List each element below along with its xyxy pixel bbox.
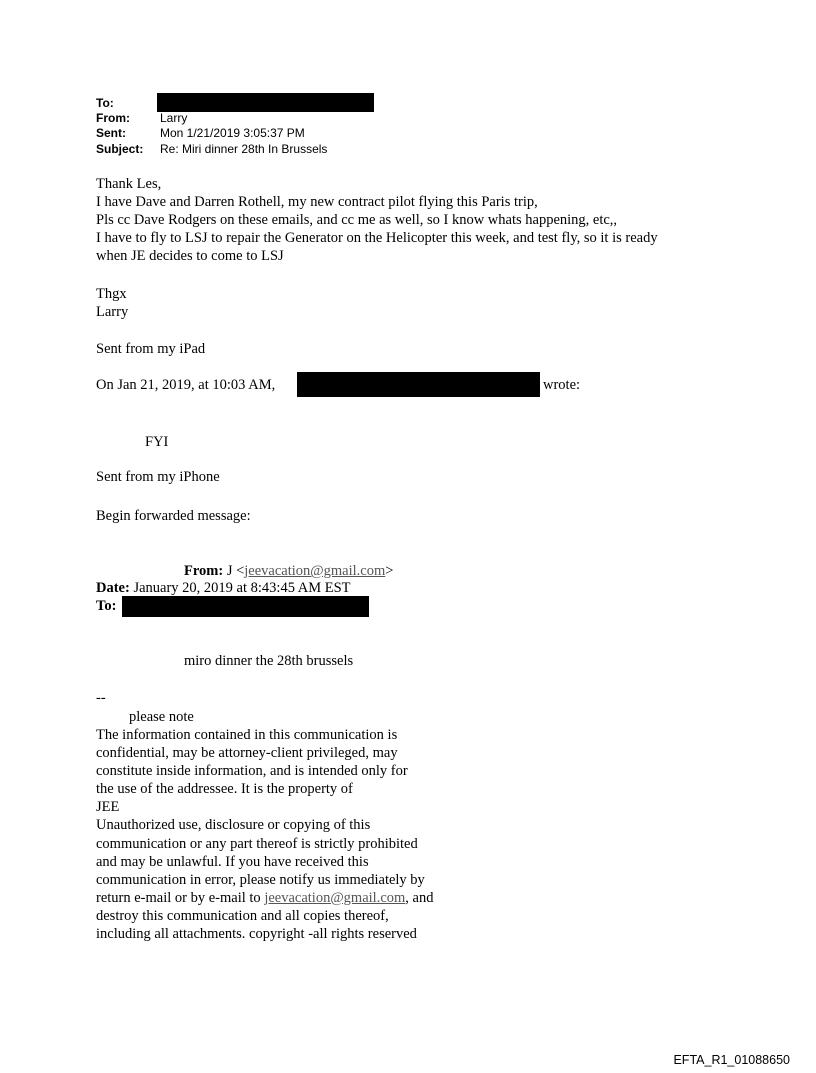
subject-label: Subject: [96, 142, 144, 156]
document-id: EFTA_R1_01088650 [673, 1053, 790, 1067]
forward-from-label: From: [184, 563, 224, 579]
disclaimer-line: the use of the addressee. It is the property of [96, 781, 353, 798]
forward-from-name: J < [226, 563, 245, 579]
signature-text: Larry [96, 304, 129, 320]
forward-date-value: January 20, 2019 at 8:43:45 AM EST [133, 580, 351, 596]
body-line: I have Dave and Darren Rothell, my new contract pilot flying this Paris trip, [96, 194, 538, 210]
sent-label: Sent: [96, 126, 126, 140]
sent-from-iphone: Sent from my iPhone [96, 469, 220, 485]
fyi-text: FYI [145, 434, 169, 450]
disclaimer-line: communication or any part thereof is strictly prohibited [96, 835, 418, 852]
redaction-bar-sender [297, 372, 540, 397]
disclaimer-line: destroy this communication and all copies thereof, [96, 907, 389, 924]
from-label: From: [96, 111, 130, 125]
from-value: Larry [160, 111, 188, 125]
redaction-bar-to [157, 93, 374, 112]
forward-from-close: > [385, 563, 394, 579]
forward-from-row [184, 562, 393, 580]
forward-to-row [96, 597, 116, 615]
body-line: Pls cc Dave Rodgers on these emails, and cc me as well, so I know whats happening, etc,, [96, 212, 618, 228]
body-line: when JE decides to come to LSJ [96, 248, 284, 264]
signature-dashes: -- [96, 690, 106, 706]
return-prefix: return e-mail or by e-mail to [96, 889, 265, 906]
forward-message: miro dinner the 28th brussels [184, 653, 354, 669]
disclaimer-email-link[interactable]: jeevacation@gmail.com [264, 889, 406, 906]
disclaimer-line: and may be unlawful. If you have received this [96, 853, 369, 870]
forward-to-label: To: [96, 598, 117, 614]
forward-date-label: Date: [96, 580, 130, 596]
header-sent-row [96, 127, 126, 140]
disclaimer-return-line [96, 889, 433, 907]
forward-date-row [96, 579, 351, 597]
disclaimer-line: confidential, may be attorney-client privileged, may [96, 745, 398, 762]
disclaimer-text [96, 726, 433, 943]
return-suffix: , and [405, 889, 434, 906]
thanks-text: Thgx [96, 286, 127, 302]
quote-prefix: On Jan 21, 2019, at 10:03 AM, [96, 377, 276, 393]
disclaimer-line: Unauthorized use, disclosure or copying of this [96, 817, 371, 834]
begin-forwarded: Begin forwarded message: [96, 508, 251, 524]
disclaimer-line: communication in error, please notify us immediately by [96, 871, 425, 888]
body-line: I have to fly to LSJ to repair the Generator on the Helicopter this week, and test fly, so it is ready [96, 230, 658, 246]
body-line: Thank Les, [96, 176, 162, 192]
redaction-bar-forward-to [122, 596, 369, 617]
header-from-row [96, 112, 130, 125]
quote-suffix: wrote: [543, 377, 581, 393]
disclaimer-line: JEE [96, 799, 120, 816]
disclaimer-line: including all attachments. copyright -all rights reserved [96, 926, 417, 943]
sent-value: Mon 1/21/2019 3:05:37 PM [160, 126, 305, 140]
subject-value: Re: Miri dinner 28th In Brussels [160, 142, 328, 156]
disclaimer-line: The information contained in this communication is [96, 727, 398, 743]
header-subject-row [96, 143, 143, 156]
disclaimer-note: please note [129, 709, 194, 725]
sent-from-ipad: Sent from my iPad [96, 341, 206, 357]
disclaimer-line: constitute inside information, and is intended only for [96, 763, 408, 780]
header-to-row [96, 97, 114, 110]
body-paragraph [96, 175, 658, 265]
to-label: To: [96, 96, 114, 110]
forward-from-email-link[interactable]: jeevacation@gmail.com [244, 563, 386, 579]
signoff [96, 285, 128, 321]
